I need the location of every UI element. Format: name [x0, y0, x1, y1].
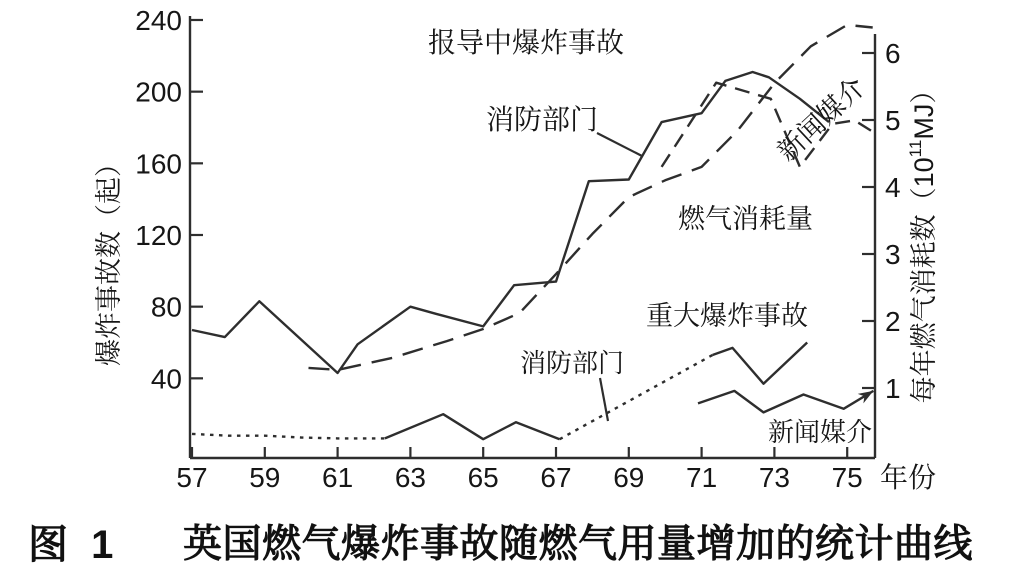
right-tick-label: 4	[885, 172, 901, 203]
major-group-label: 重大爆炸事故	[646, 301, 808, 331]
leader-line-fire-upper	[597, 133, 642, 156]
x-tick-label: 75	[831, 462, 863, 493]
figure-title: 英国燃气爆炸事故随燃气用量增加的统计曲线	[183, 523, 974, 566]
right-tick-label: 5	[885, 105, 901, 136]
x-tick-label: 67	[540, 462, 572, 493]
x-tick-label: 71	[686, 462, 718, 493]
right-tick-label: 2	[885, 306, 901, 337]
right-tick-label: 3	[885, 239, 901, 270]
left-tick-label: 120	[135, 219, 182, 251]
x-axis-label: 年份	[880, 462, 937, 493]
x-tick-label: 65	[467, 462, 499, 493]
x-tick-label: 57	[176, 462, 208, 493]
left-tick-label: 200	[135, 76, 182, 108]
leader-line-fire-lower	[600, 378, 608, 421]
series-重大爆炸事故-新闻媒介	[698, 391, 873, 413]
news-media-lower-label: 新闻媒介	[768, 417, 873, 447]
caption-row	[0, 509, 1026, 579]
gas-consumption-label: 燃气消耗量	[678, 204, 813, 234]
left-axis-label: 爆炸事故数（起）	[94, 150, 124, 366]
figure-number: 图 1	[28, 523, 120, 567]
left-tick-label: 80	[150, 291, 182, 323]
right-tick-label: 6	[885, 38, 901, 69]
left-tick-label: 40	[150, 363, 182, 395]
series-重大爆炸事故-消防部门	[385, 414, 560, 439]
x-tick-label: 59	[249, 462, 281, 493]
x-tick-label: 61	[322, 462, 354, 493]
fire-dept-upper-label: 消防部门	[486, 104, 599, 135]
right-tick-label: 1	[885, 373, 901, 404]
fire-dept-lower-label: 消防部门	[520, 348, 625, 378]
series-重大爆炸事故-消防部门	[713, 343, 808, 384]
x-tick-label: 63	[394, 462, 426, 493]
left-tick-label: 240	[135, 4, 182, 36]
reported-group-label: 报导中爆炸事故	[428, 27, 625, 58]
x-tick-label: 69	[613, 462, 645, 493]
series-重大爆炸事故-消防部门	[192, 434, 385, 439]
left-tick-label: 160	[135, 148, 182, 180]
news-media-upper-label: 新闻媒介	[771, 71, 872, 168]
x-tick-label: 73	[758, 462, 790, 493]
right-axis-label: 每年燃气消耗数$(10^{11}MJ)$	[906, 76, 939, 404]
